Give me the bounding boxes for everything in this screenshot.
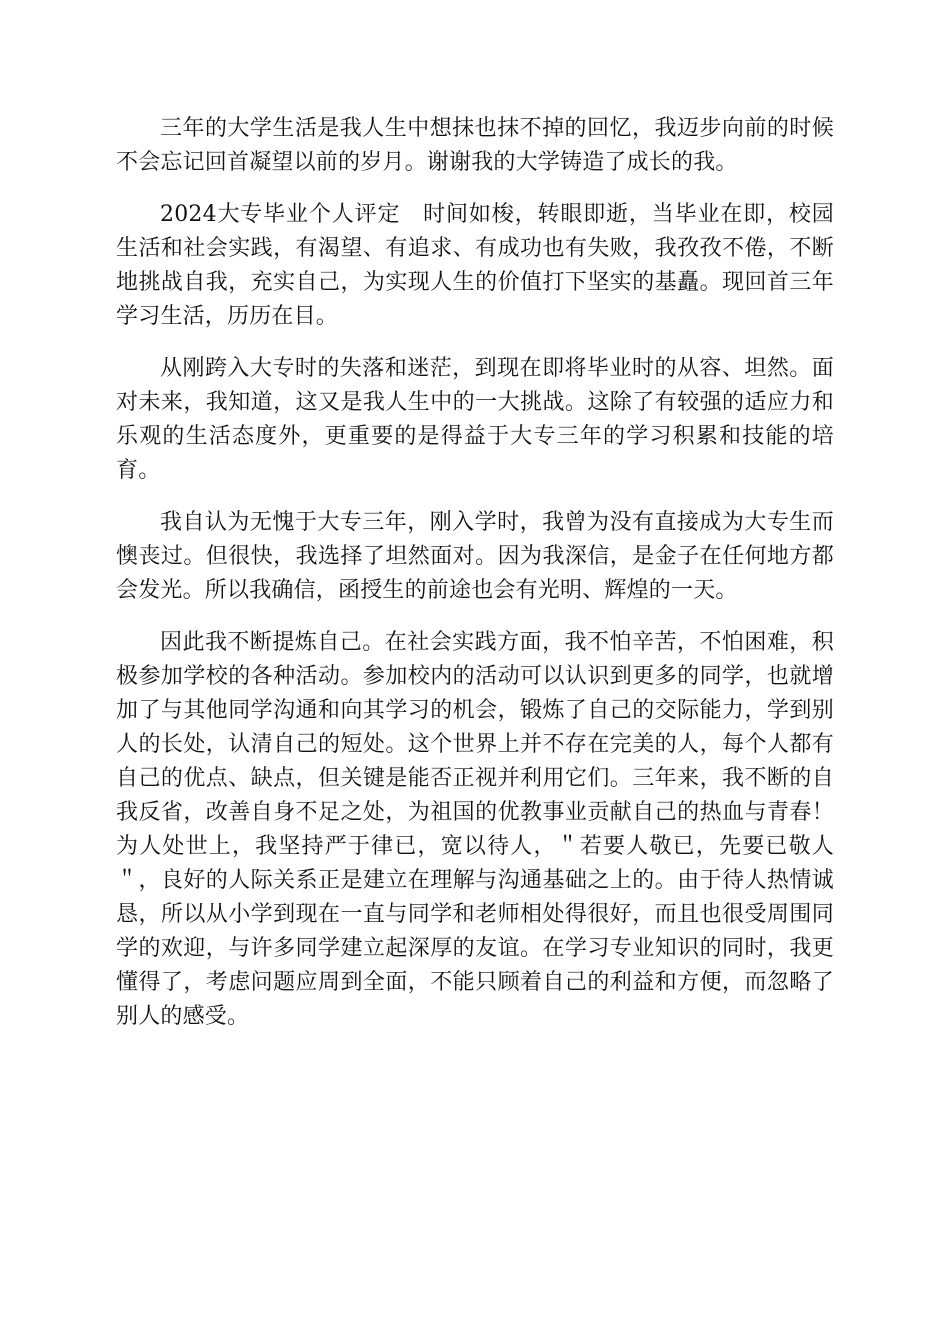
document-page xyxy=(116,112,834,1052)
paragraph-4: 我自认为无愧于大专三年，刚入学时，我曾为没有直接成为大专生而懊丧过。但很快，我选择了坦然面对。因为我深信，是金子在任何地方都会发光。所以我确信，函授生的前途也会有光明、辉煌的一天。 xyxy=(116,510,834,603)
paragraph-5: 因此我不断提炼自己。在社会实践方面，我不怕辛苦，不怕困难，积极参加学校的各种活动。参加校内的活动可以认识到更多的同学，也就增加了与其他同学沟通和向其学习的机会，锻炼了自己的交际能力，学到别人的长处，认清自己的短处。这个世界上并不存在完美的人，每个人都有自己的优点、缺点，但关键是能否正视并利用它们。三年来，我不断的自我反省，改善自身不足之处，为祖国的优教事业贡献自己的热血与青春！为人处世上，我坚持严于律已，宽以待人，＂若要人敬已，先要已敬人＂，良好的人际关系正是建立在理解与沟通基础之上的。由于待人热情诚恳，所以从小学到现在一直与同学和老师相处得很好，而且也很受周围同学的欢迎，与许多同学建立起深厚的友谊。在学习专业知识的同时，我更懂得了，考虑问题应周到全面，不能只顾着自己的利益和方便，而忽略了别人的感受。 xyxy=(116,630,834,1029)
paragraph-3: 从刚跨入大专时的失落和迷茫，到现在即将毕业时的从容、坦然。面对未来，我知道，这又是我人生中的一大挑战。这除了有较强的适应力和乐观的生活态度外，更重要的是得益于大专三年的学习积累和技能的培育。 xyxy=(116,356,834,483)
paragraph-1: 三年的大学生活是我人生中想抹也抹不掉的回忆，我迈步向前的时候不会忘记回首凝望以前的岁月。谢谢我的大学铸造了成长的我。 xyxy=(116,116,834,175)
paragraph-2: 2024大专毕业个人评定 时间如梭，转眼即逝，当毕业在即，校园生活和社会实践，有渴望、有追求、有成功也有失败，我孜孜不倦，不断地挑战自我，充实自己，为实现人生的价值打下坚实的基矗。现回首三年学习生活，历历在目。 xyxy=(116,202,834,329)
